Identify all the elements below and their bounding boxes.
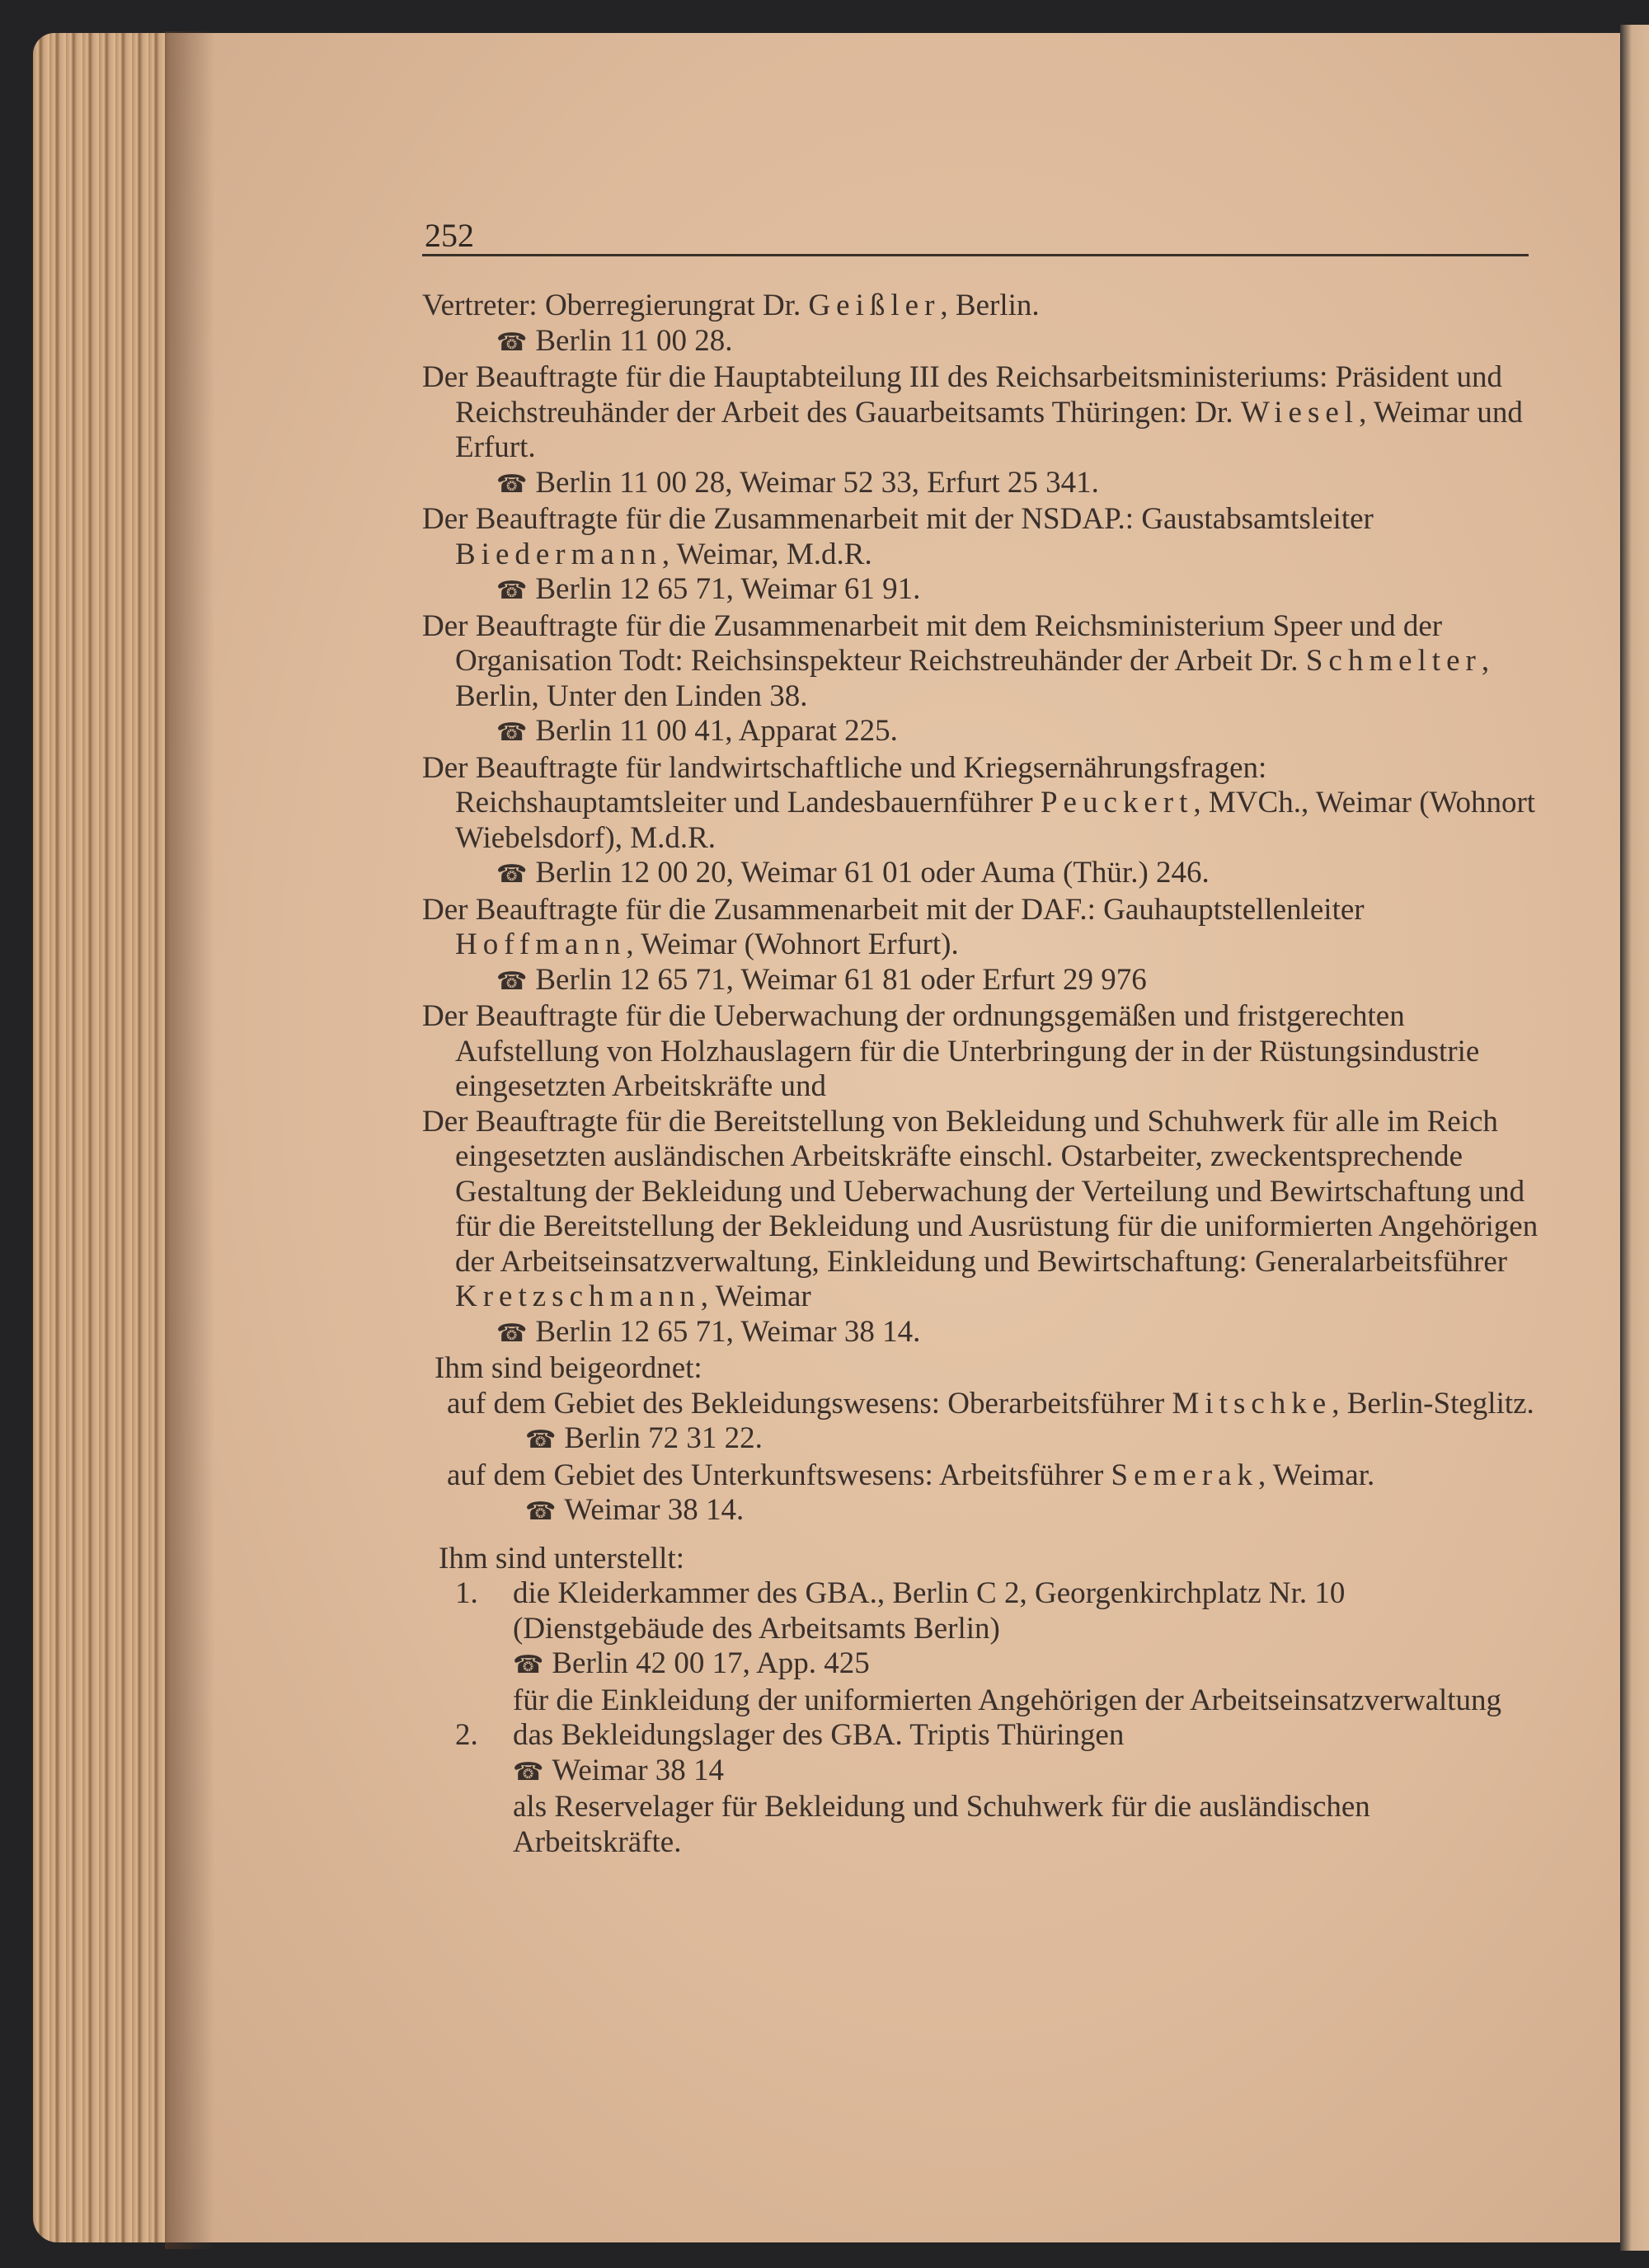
phone-line xyxy=(422,1315,1543,1352)
list-item-text: die Kleiderkammer des GBA., Berlin C 2, Georgenkirchplatz Nr. 10 (Dienstgebäude des Arbeitsamts Berlin) xyxy=(513,1576,1346,1646)
phone-line xyxy=(422,963,1543,1000)
entry-text: Der Beauftragte für die Zusammenarbeit mit der DAF.: Gauhauptstellenleiter xyxy=(422,892,1365,927)
phone-numbers: Berlin 11 00 28, Weimar 52 33, Erfurt 25 341. xyxy=(535,465,1099,500)
telephone-icon: ☎ xyxy=(496,861,528,888)
phone-numbers: Berlin 11 00 41, Apparat 225. xyxy=(535,714,898,748)
phone-line xyxy=(422,1421,1543,1458)
phone-numbers: Weimar 38 14. xyxy=(564,1493,745,1527)
person-name: Biedermann xyxy=(455,537,662,571)
person-name: Hoffmann xyxy=(455,927,627,961)
entry-bekleidung xyxy=(422,1105,1543,1315)
entry-text: Der Beauftragte für die Ueberwachung der ordnungsgemäßen und fristgerechten Aufstellung von Holzhauslagern für die Unterbringung der in der Rüstungsindustrie eingesetzten Arbeitskräfte und xyxy=(422,999,1480,1103)
list-item xyxy=(422,1576,1543,1718)
entry-text: Der Beauftragte für die Hauptabteilung III des Reichsarbeitsministeriums: Präsident und Reichstreuhänder der Arbeit des Gauarbeitsamts Thüringen: Dr. xyxy=(422,360,1503,430)
list-number: 1. xyxy=(455,1576,478,1610)
header-rule xyxy=(422,254,1529,256)
phone-numbers: Berlin 12 65 71, Weimar 61 81 oder Erfurt 29 976 xyxy=(535,962,1147,997)
phone-line xyxy=(513,1646,1543,1683)
entry-text: Der Beauftragte für die Zusammenarbeit mit der NSDAP.: Gaustabsamtsleiter xyxy=(422,502,1374,536)
entry-daf xyxy=(422,893,1543,963)
list-item xyxy=(422,1718,1543,1860)
phone-line xyxy=(422,856,1543,893)
person-name: Mitschke xyxy=(1172,1386,1332,1420)
entry-text: auf dem Gebiet des Bekleidungswesens: Oberarbeitsführer xyxy=(447,1386,1172,1420)
phone-numbers: Berlin 12 65 71, Weimar 61 91. xyxy=(535,572,921,606)
entry-text: , Berlin-Steglitz. xyxy=(1332,1386,1534,1420)
phone-line xyxy=(422,466,1543,503)
list-item-text: das Bekleidungslager des GBA. Triptis Thüringen xyxy=(513,1718,1125,1752)
entry-text: , Weimar und Erfurt. xyxy=(455,395,1523,464)
phone-line xyxy=(422,1493,1543,1530)
person-name: Wiesel xyxy=(1240,395,1360,430)
telephone-icon: ☎ xyxy=(496,577,528,604)
beigeordnet-item xyxy=(435,1387,1543,1422)
list-item-note: für die Einkleidung der uniformierten Angehörigen der Arbeitseinsatzverwaltung xyxy=(513,1683,1502,1717)
page-number: 252 xyxy=(425,217,474,254)
phone-line xyxy=(422,572,1543,609)
person-name: Geißler xyxy=(808,289,941,322)
entry-text: , Weimar (Wohnort Erfurt). xyxy=(626,927,959,961)
telephone-icon: ☎ xyxy=(496,470,528,498)
list-item-note: als Reservelager für Bekleidung und Schuhwerk für die ausländischen Arbeitskräfte. xyxy=(513,1790,1370,1859)
list-number: 2. xyxy=(455,1718,478,1752)
phone-numbers: Weimar 38 14 xyxy=(552,1753,725,1787)
telephone-icon: ☎ xyxy=(513,1651,544,1679)
entry-text: , Berlin, Unter den Linden 38. xyxy=(455,644,1490,713)
entry-ueberwachung xyxy=(422,999,1543,1105)
gutter-shadow xyxy=(165,31,214,2249)
telephone-icon: ☎ xyxy=(496,719,528,746)
phone-numbers: Berlin 12 65 71, Weimar 38 14. xyxy=(535,1314,921,1349)
phone-numbers: Berlin 42 00 17, App. 425 xyxy=(552,1646,870,1680)
entry-text: , Weimar. xyxy=(1258,1458,1375,1492)
entry-vertreter xyxy=(422,289,1543,324)
entry-text: , Berlin. xyxy=(940,289,1040,322)
beigeordnet-heading: Ihm sind beigeordnet: xyxy=(435,1351,702,1385)
facing-page-edge xyxy=(1620,25,1649,2251)
entry-text: auf dem Gebiet des Unterkunftswesens: Arbeitsführer xyxy=(447,1458,1111,1492)
person-name: Kretzschmann xyxy=(455,1280,701,1313)
entry-text: Der Beauftragte für die Zusammenarbeit mit dem Reichsministerium Speer und der Organisation Todt: Reichsinspekteur Reichstreuhänder der Arbeit Dr. xyxy=(422,608,1443,678)
entry-hauptabteilung xyxy=(422,360,1543,466)
entry-text: Der Beauftragte für landwirtschaftliche und Kriegsernährungsfragen: Reichshauptamtsleiter und Landesbauernführer xyxy=(422,750,1267,819)
telephone-icon: ☎ xyxy=(525,1426,557,1453)
telephone-icon: ☎ xyxy=(496,1319,528,1347)
entry-speer xyxy=(422,609,1543,715)
phone-numbers: Berlin 72 31 22. xyxy=(564,1421,763,1455)
entry-text: Vertreter: Oberregierungrat Dr. xyxy=(422,289,809,322)
phone-line xyxy=(422,324,1543,361)
phone-numbers: Berlin 12 00 20, Weimar 61 01 oder Auma (Thür.) 246. xyxy=(535,856,1210,890)
entry-text: , MVCh., Weimar (Wohnort Wiebelsdorf), M.d.R. xyxy=(455,786,1536,855)
telephone-icon: ☎ xyxy=(496,328,528,356)
telephone-icon: ☎ xyxy=(525,1498,557,1525)
person-name: Peuckert xyxy=(1040,786,1194,819)
telephone-icon: ☎ xyxy=(496,967,528,995)
entry-landwirtschaft xyxy=(422,751,1543,857)
phone-numbers: Berlin 11 00 28. xyxy=(535,323,733,358)
entry-text: , Weimar, M.d.R. xyxy=(661,537,872,571)
phone-line xyxy=(422,714,1543,751)
page-content xyxy=(422,289,1543,1860)
phone-line xyxy=(513,1754,1543,1791)
person-name: Schmelter xyxy=(1305,644,1482,678)
telephone-icon: ☎ xyxy=(513,1758,544,1786)
entry-text: Der Beauftragte für die Bereitstellung von Bekleidung und Schuhwerk für alle im Reich eingesetzten ausländischen Arbeitskräfte einschl. Ostarbeiter, zweckentsprechende Gestaltung der Bekleidung und Ueberwachung der Verteilung und Bewirtschaftung und für die Bereitstellung der Bekleidung und Ausrüstung für die uniformierten Angehörigen der Arbeitseinsatzverwaltung, Einkleidung und Bewirtschaftung: Generalarbeitsführer xyxy=(422,1104,1539,1279)
beigeordnet-item xyxy=(435,1458,1543,1494)
entry-nsdap xyxy=(422,502,1543,572)
person-name: Semerak xyxy=(1111,1458,1258,1492)
unterstellt-heading: Ihm sind unterstellt: xyxy=(439,1541,685,1575)
entry-text: , Weimar xyxy=(700,1280,811,1313)
